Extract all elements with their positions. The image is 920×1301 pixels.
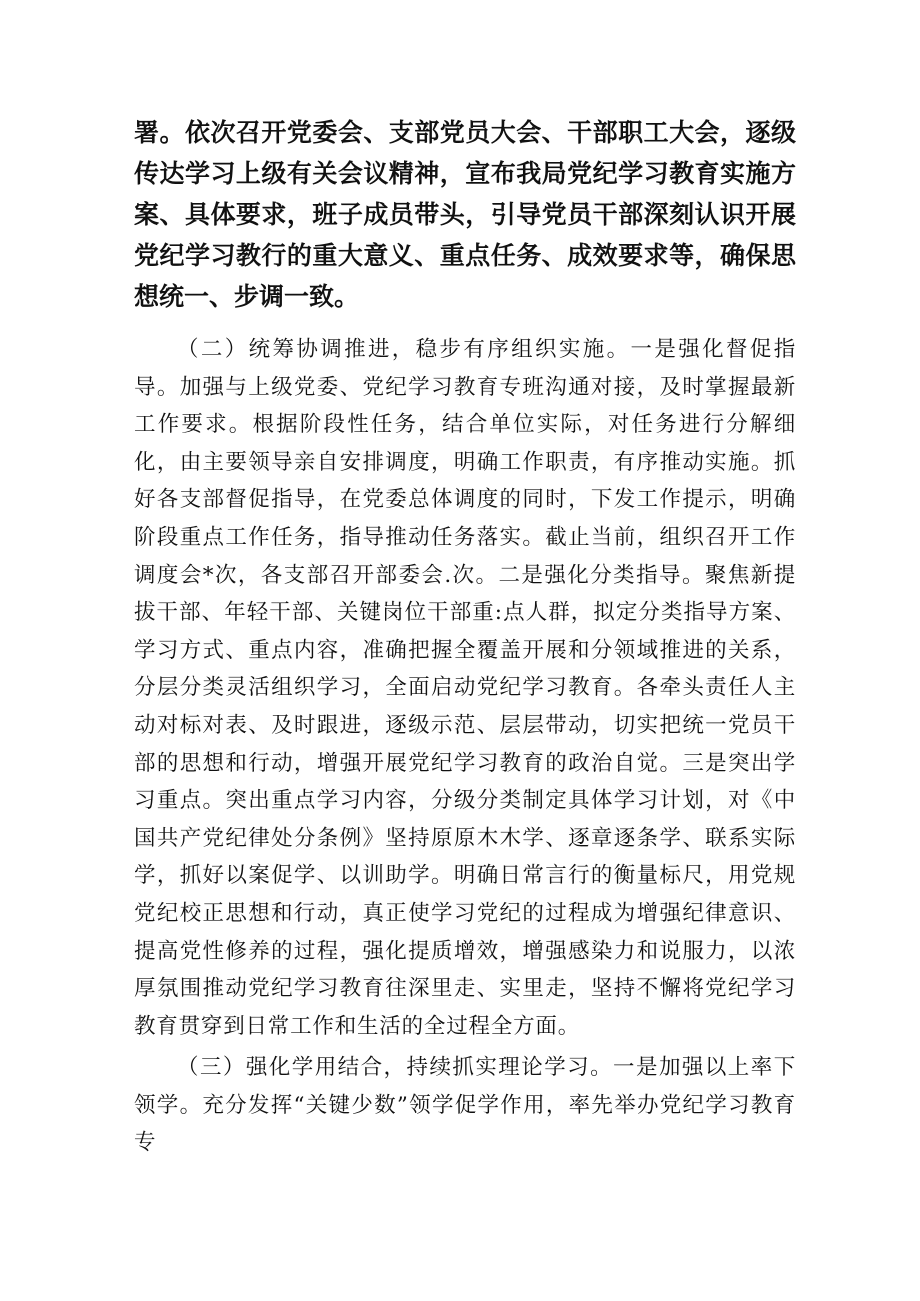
paragraph-3: （三）强化学用结合，持续抓实理论学习。一是加强以上率下领学。充分发挥“关键少数”领学促学作用，率先举办党纪学习教育专	[134, 1055, 796, 1156]
paragraph-1: 署。依次召开党委会、支部党员大会、干部职工大会，逐级传达学习上级有关会议精神，宣布我局党纪学习教育实施方案、具体要求，班子成员带头，引导党员干部深刻认识开展党纪学习教行的重大意义、重点任务、成效要求等，确保思想统一、步调一致。	[134, 118, 796, 311]
document-body	[134, 112, 796, 1162]
paragraph-2: （二）统筹协调推进，稳步有序组织实施。一是强化督促指导。加强与上级党委、党纪学习教育专班沟通对接，及时掌握最新工作要求。根据阶段性任务，结合单位实际，对任务进行分解细化，由主要领导亲自安排调度，明确工作职责，有序推动实施。抓好各支部督促指导，在党委总体调度的同时，下发工作提示，明确阶段重点工作任务，指导推动任务落实。截止当前，组织召开工作调度会*次，各支部召开部委会.次。二是强化分类指导。聚焦新提拔干部、年轻干部、关键岗位干部重:点人群，拟定分类指导方案、学习方式、重点内容，准确把握全覆盖开展和分领域推进的关系，分层分类灵活组织学习，全面启动党纪学习教育。各牵头责任人主动对标对表、及时跟进，逐级示范、层层带动，切实把统一党员干部的思想和行动，增强开展党纪学习教育的政治自觉。三是突出学习重点。突出重点学习内容，分级分类制定具体学习计划，对《中国共产党纪律处分条例》坚持原原木木学、逐章逐条学、联系实际学，抓好以案促学、以训助学。明确日常言行的衡量标尺，用党规党纪校正思想和行动，真正使学习党纪的过程成为增强纪律意识、提高党性修养的过程，强化提质增效，增强感染力和说服力，以浓厚氛围推动党纪学习教育往深里走、实里走，坚持不懈将党纪学习教育贯穿到日常工作和生活的全过程全方面。	[134, 337, 796, 1039]
